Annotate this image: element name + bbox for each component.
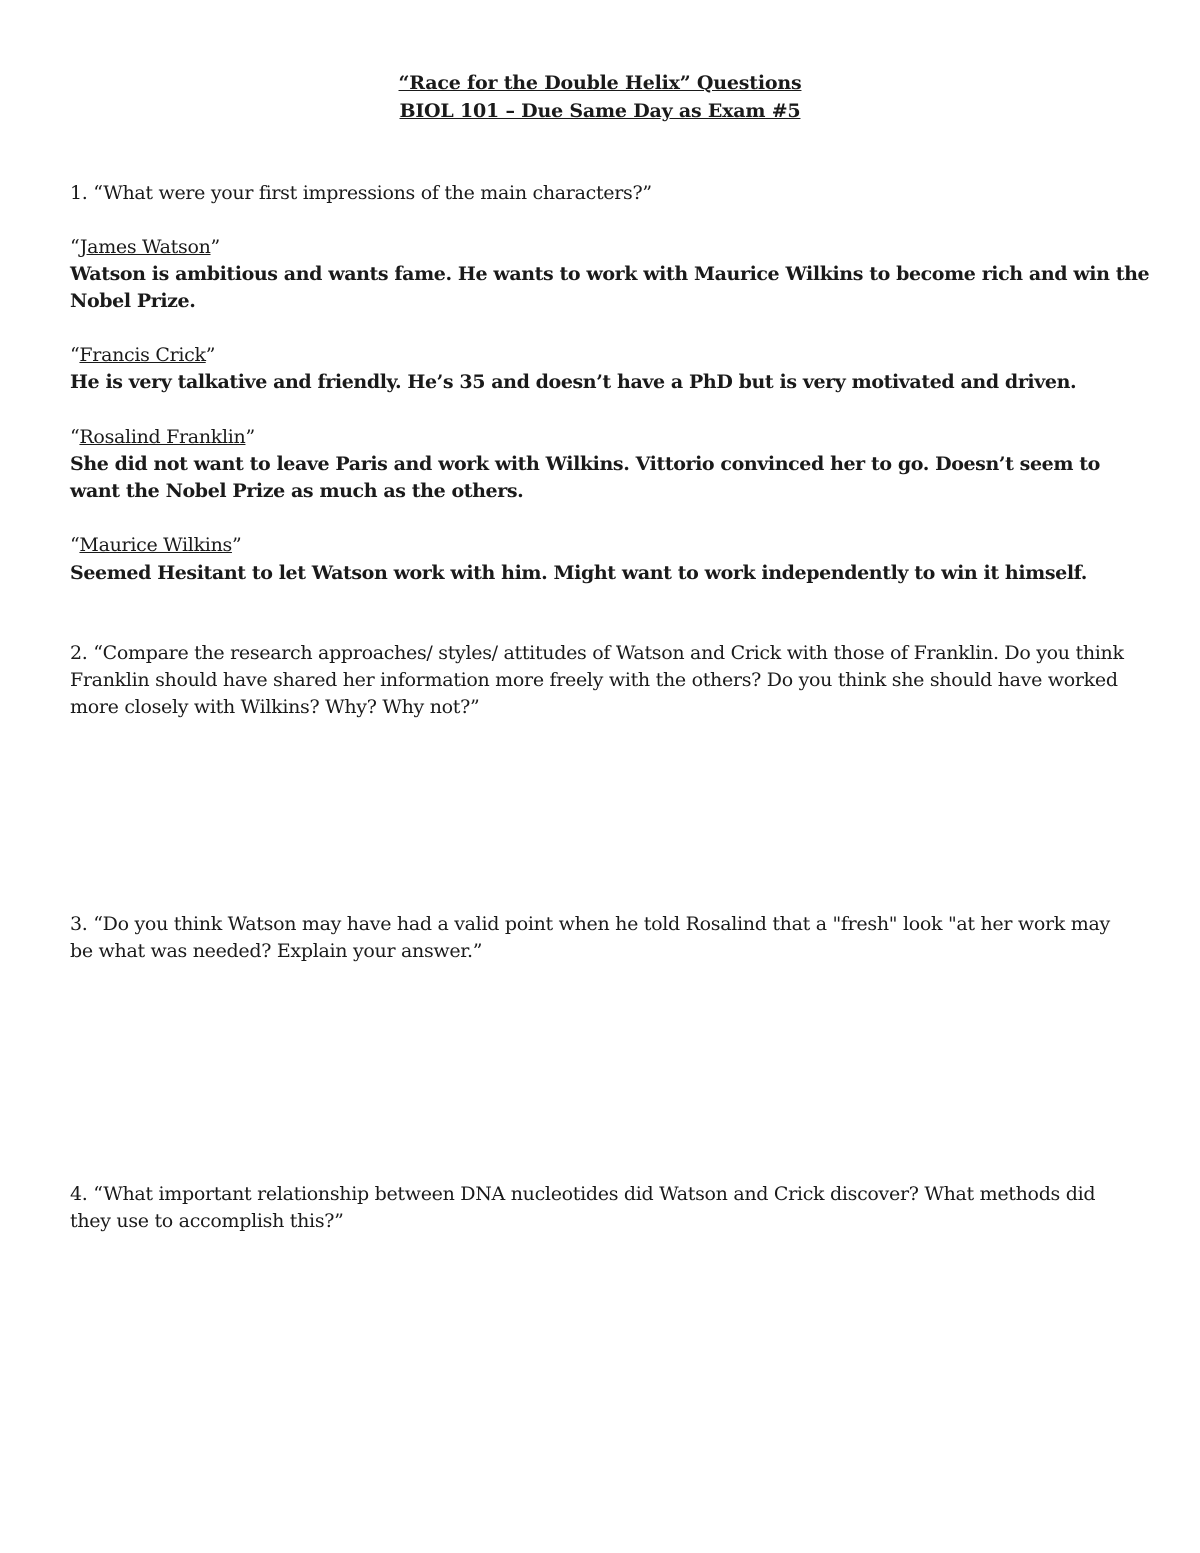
close-quote: ” — [231, 534, 242, 556]
answer-line: She did not want to leave Paris and work with Wilkins. Vittorio convinced her to go. Doesn’t seem to — [70, 453, 1100, 475]
character-heading-wilkins — [70, 532, 1140, 559]
question-3-line: be what was needed? Explain your answer.” — [70, 940, 483, 962]
answer-line: He is very talkative and friendly. He’s 35 and doesn’t have a PhD but is very motivated and driven. — [70, 371, 1077, 393]
answer-line: Seemed Hesitant to let Watson work with him. Might want to work independently to win it himself. — [70, 562, 1087, 584]
question-2-line: Franklin should have shared her information more freely with the others? Do you think she should have worked — [70, 669, 1118, 691]
question-2-line: 2. “Compare the research approaches/ styles/ attitudes of Watson and Crick with those of Franklin. Do you think — [70, 642, 1124, 664]
question-2-line: more closely with Wilkins? Why? Why not?” — [70, 696, 480, 718]
document-subtitle: BIOL 101 – Due Same Day as Exam #5 — [399, 100, 801, 122]
character-name: Maurice Wilkins — [79, 534, 232, 556]
document-title: “Race for the Double Helix” Questions — [398, 72, 802, 94]
answer-line: Watson is ambitious and wants fame. He wants to work with Maurice Wilkins to become rich and win the — [70, 263, 1150, 285]
question-4-line: 4. “What important relationship between DNA nucleotides did Watson and Crick discover? What methods did — [70, 1183, 1096, 1205]
character-heading-crick — [70, 342, 1140, 369]
character-heading-watson — [70, 234, 1140, 261]
question-3-line: 3. “Do you think Watson may have had a valid point when he told Rosalind that a "fresh" look "at her work may — [70, 913, 1110, 935]
open-quote: “ — [70, 426, 80, 448]
open-quote: “ — [70, 534, 80, 556]
character-name: James Watson — [79, 236, 211, 258]
open-quote: “ — [70, 344, 80, 366]
answer-line: want the Nobel Prize as much as the others. — [70, 480, 524, 502]
close-quote: ” — [245, 426, 255, 448]
character-name: Rosalind Franklin — [79, 426, 246, 448]
question-1-prompt: 1. “What were your first impressions of the main characters?” — [70, 182, 652, 204]
answer-line: Nobel Prize. — [70, 290, 196, 312]
question-4-line: they use to accomplish this?” — [70, 1210, 344, 1232]
character-heading-franklin — [70, 424, 1140, 451]
open-quote: “ — [70, 236, 80, 258]
character-name: Francis Crick — [79, 344, 206, 366]
close-quote: ” — [205, 344, 216, 366]
close-quote: ” — [210, 236, 220, 258]
